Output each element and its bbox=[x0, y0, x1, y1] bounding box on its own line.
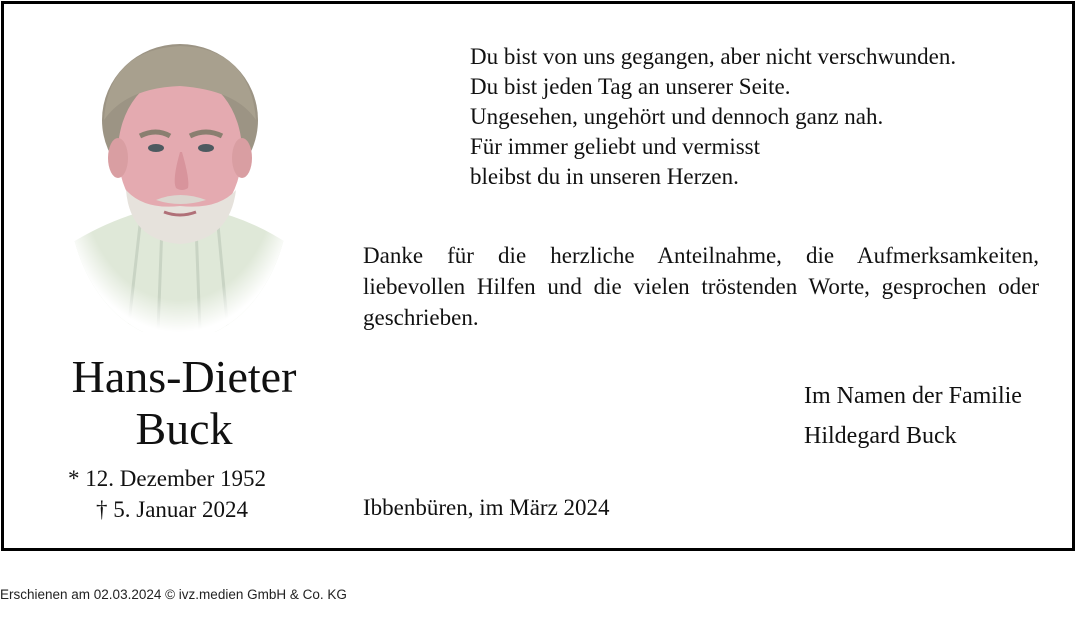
poem-line: Für immer geliebt und vermisst bbox=[470, 134, 761, 159]
obituary-card bbox=[1, 1, 1075, 551]
life-dates bbox=[58, 463, 318, 525]
portrait-photo bbox=[68, 40, 290, 332]
signature-name: Hildegard Buck bbox=[804, 423, 957, 449]
signature bbox=[804, 376, 1022, 456]
birth-date: * 12. Dezember 1952 bbox=[68, 466, 266, 491]
poem-line: bleibst du in unseren Herzen. bbox=[470, 164, 739, 189]
deceased-last-name: Buck bbox=[135, 403, 233, 454]
death-date: † 5. Januar 2024 bbox=[96, 497, 249, 522]
signature-line: Im Namen der Familie bbox=[804, 383, 1022, 409]
poem-line: Ungesehen, ungehört und dennoch ganz nah. bbox=[470, 104, 884, 129]
place-date: Ibbenbüren, im März 2024 bbox=[363, 495, 610, 520]
poem-line: Du bist jeden Tag an unserer Seite. bbox=[470, 74, 791, 99]
poem bbox=[470, 42, 1050, 192]
poem-line: Du bist von uns gegangen, aber nicht verschwunden. bbox=[470, 44, 957, 69]
thanks-paragraph: Danke für die herzliche Anteilnahme, die Aufmerksamkeiten, liebevollen Hilfen und die vielen tröstenden Worte, gesprochen oder geschrieben. bbox=[363, 243, 1039, 330]
deceased-first-name: Hans-Dieter bbox=[71, 351, 297, 402]
publication-footer: Erschienen am 02.03.2024 © ivz.medien GmbH & Co. KG bbox=[0, 587, 347, 602]
